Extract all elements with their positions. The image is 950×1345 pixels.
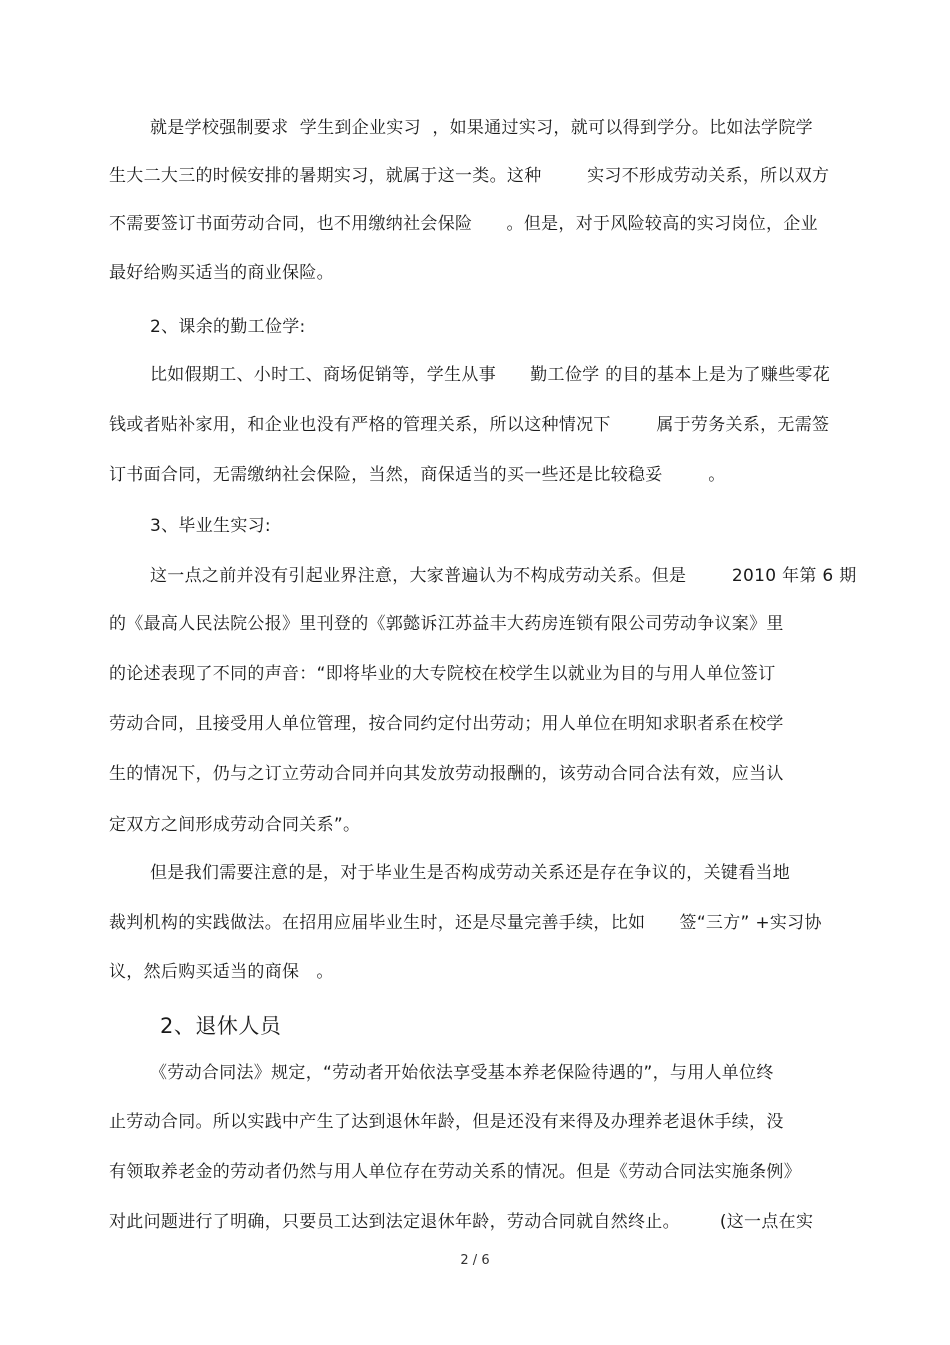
paragraph-line: 不需要签订书面劳动合同，也不用缴纳社会保险 。但是，对于风险较高的实习岗位，企业	[109, 214, 818, 234]
subheading-part-time-work: 2、课余的勤工俭学:	[150, 317, 306, 337]
paragraph-line: 比如假期工、小时工、商场促销等，学生从事 勤工俭学 的目的基本上是为了赚些零花	[150, 365, 831, 385]
section-heading-retirees: 2、退休人员	[160, 1014, 282, 1038]
paragraph-line: 生的情况下，仍与之订立劳动合同并向其发放劳动报酬的，该劳动合同合法有效，应当认	[109, 764, 784, 784]
paragraph-line: 劳动合同，且接受用人单位管理，按合同约定付出劳动；用人单位在明知求职者系在校学	[109, 714, 784, 734]
paragraph-line: 《劳动合同法》规定，“劳动者开始依法享受基本养老保险待遇的”，与用人单位终	[150, 1063, 774, 1083]
paragraph-line: 生大二大三的时候安排的暑期实习，就属于这一类。这种 实习不形成劳动关系，所以双方	[109, 166, 830, 186]
paragraph-line: 对此问题进行了明确，只要员工达到法定退休年龄，劳动合同就自然终止。 (这一点在实	[109, 1212, 814, 1232]
paragraph-line: 议，然后购买适当的商保 。	[109, 962, 334, 982]
paragraph-line: 但是我们需要注意的是，对于毕业生是否构成劳动关系还是存在争议的，关键看当地	[150, 863, 791, 883]
paragraph-line: 就是学校强制要求 学生到企业实习 ，如果通过实习，就可以得到学分。比如法学院学	[150, 118, 813, 138]
paragraph-line: 最好给购买适当的商业保险。	[109, 263, 334, 283]
page-number: 2 / 6	[460, 1253, 490, 1268]
paragraph-line: 这一点之前并没有引起业界注意，大家普遍认为不构成劳动关系。但是 2010 年第 6 期	[150, 566, 857, 586]
paragraph-line: 止劳动合同。所以实践中产生了达到退休年龄，但是还没有来得及办理养老退休手续，没	[109, 1112, 784, 1132]
paragraph-line: 定双方之间形成劳动合同关系”。	[109, 815, 361, 835]
paragraph-line: 的《最高人民法院公报》里刊登的《郭懿诉江苏益丰大药房连锁有限公司劳动争议案》里	[109, 614, 784, 634]
paragraph-line: 钱或者贴补家用，和企业也没有严格的管理关系，所以这种情况下 属于劳务关系，无需签	[109, 415, 830, 435]
paragraph-line: 有领取养老金的劳动者仍然与用人单位存在劳动关系的情况。但是《劳动合同法实施条例》	[109, 1162, 801, 1182]
paragraph-line: 裁判机构的实践做法。在招用应届毕业生时，还是尽量完善手续，比如 签“三方” +实习协	[109, 913, 822, 933]
paragraph-line: 的论述表现了不同的声音：“即将毕业的大专院校在校学生以就业为目的与用人单位签订	[109, 664, 776, 684]
subheading-graduate-internship: 3、毕业生实习:	[150, 516, 271, 536]
paragraph-line: 订书面合同，无需缴纳社会保险，当然，商保适当的买一些还是比较稳妥 。	[109, 465, 726, 485]
